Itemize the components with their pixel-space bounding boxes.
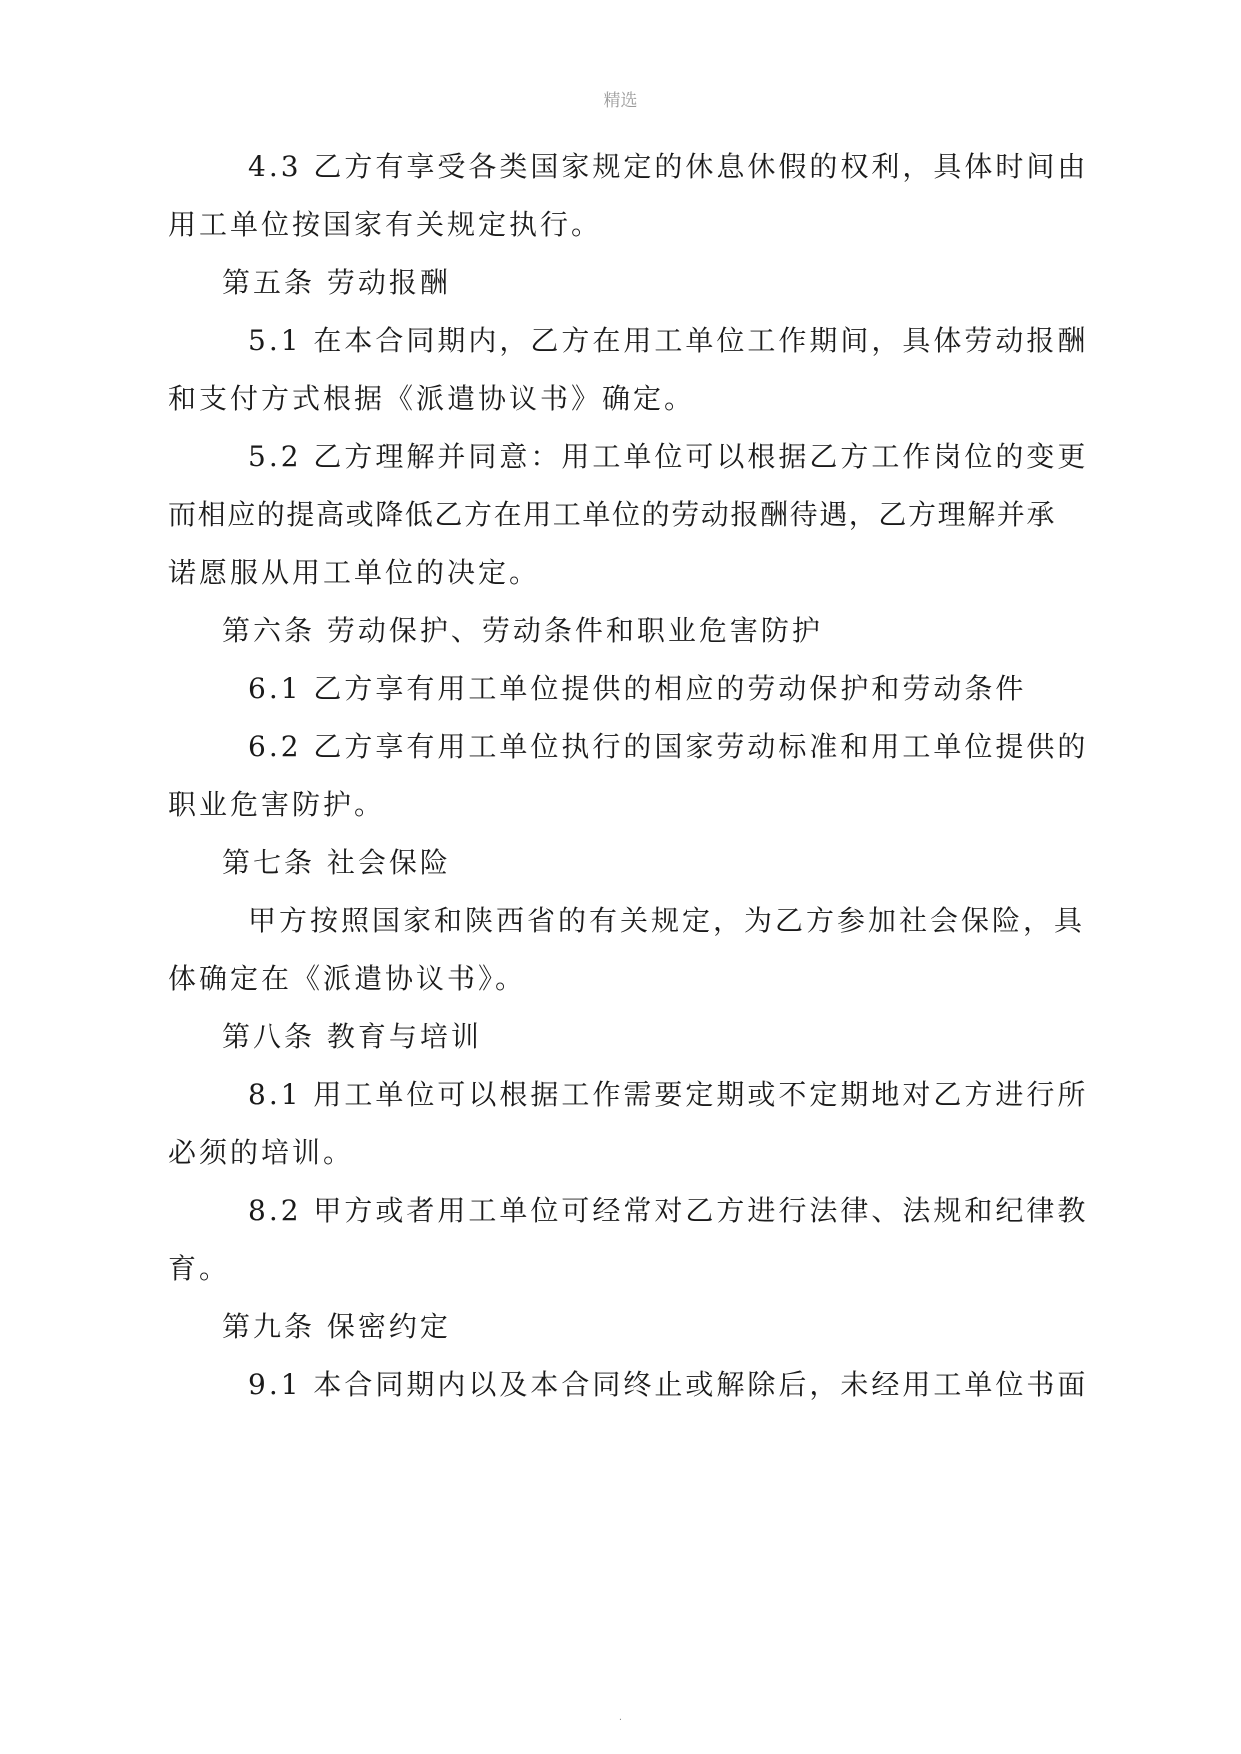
clause-5-1-line-2: 和支付方式根据《派遣协议书》确定。 [168, 382, 696, 415]
clause-8-2-line-2: 育。 [168, 1252, 231, 1285]
clause-4-3-line-1: 4.3 乙方有享受各类国家规定的休息休假的权利，具体时间由 [248, 150, 1089, 183]
article-5-heading: 第五条 劳动报酬 [222, 266, 451, 299]
clause-4-3-line-2: 用工单位按国家有关规定执行。 [168, 208, 603, 241]
article-7-body-line-2: 体确定在《派遣协议书》。 [168, 962, 527, 995]
clause-5-2-line-1: 5.2 乙方理解并同意：用工单位可以根据乙方工作岗位的变更 [248, 440, 1089, 473]
article-8-heading: 第八条 教育与培训 [222, 1020, 482, 1053]
article-9-heading: 第九条 保密约定 [222, 1310, 451, 1343]
clause-8-1-line-2: 必须的培训。 [168, 1136, 355, 1169]
article-7-heading: 第七条 社会保险 [222, 846, 451, 879]
clause-8-1-line-1: 8.1 用工单位可以根据工作需要定期或不定期地对乙方进行所 [248, 1078, 1089, 1111]
clause-6-2-line-1: 6.2 乙方享有用工单位执行的国家劳动标准和用工单位提供的 [248, 730, 1089, 763]
clause-5-2-line-3: 诺愿服从用工单位的决定。 [168, 556, 541, 589]
clause-5-1-line-1: 5.1 在本合同期内，乙方在用工单位工作期间，具体劳动报酬 [248, 324, 1089, 357]
clause-9-1-line-1: 9.1 本合同期内以及本合同终止或解除后，未经用工单位书面 [248, 1368, 1089, 1401]
clause-8-2-line-1: 8.2 甲方或者用工单位可经常对乙方进行法律、法规和纪律教 [248, 1194, 1089, 1227]
clause-6-2-line-2: 职业危害防护。 [168, 788, 386, 821]
page-header: 精选 [603, 91, 638, 111]
page-footer-mark: . [618, 1712, 623, 1723]
article-6-heading: 第六条 劳动保护、劳动条件和职业危害防护 [222, 614, 823, 647]
article-7-body-line-1: 甲方按照国家和陕西省的有关规定，为乙方参加社会保险，具 [248, 904, 1086, 937]
clause-6-1: 6.1 乙方享有用工单位提供的相应的劳动保护和劳动条件 [248, 672, 1027, 705]
clause-5-2-line-2: 而相应的提高或降低乙方在用工单位的劳动报酬待遇，乙方理解并承 [168, 498, 1057, 531]
